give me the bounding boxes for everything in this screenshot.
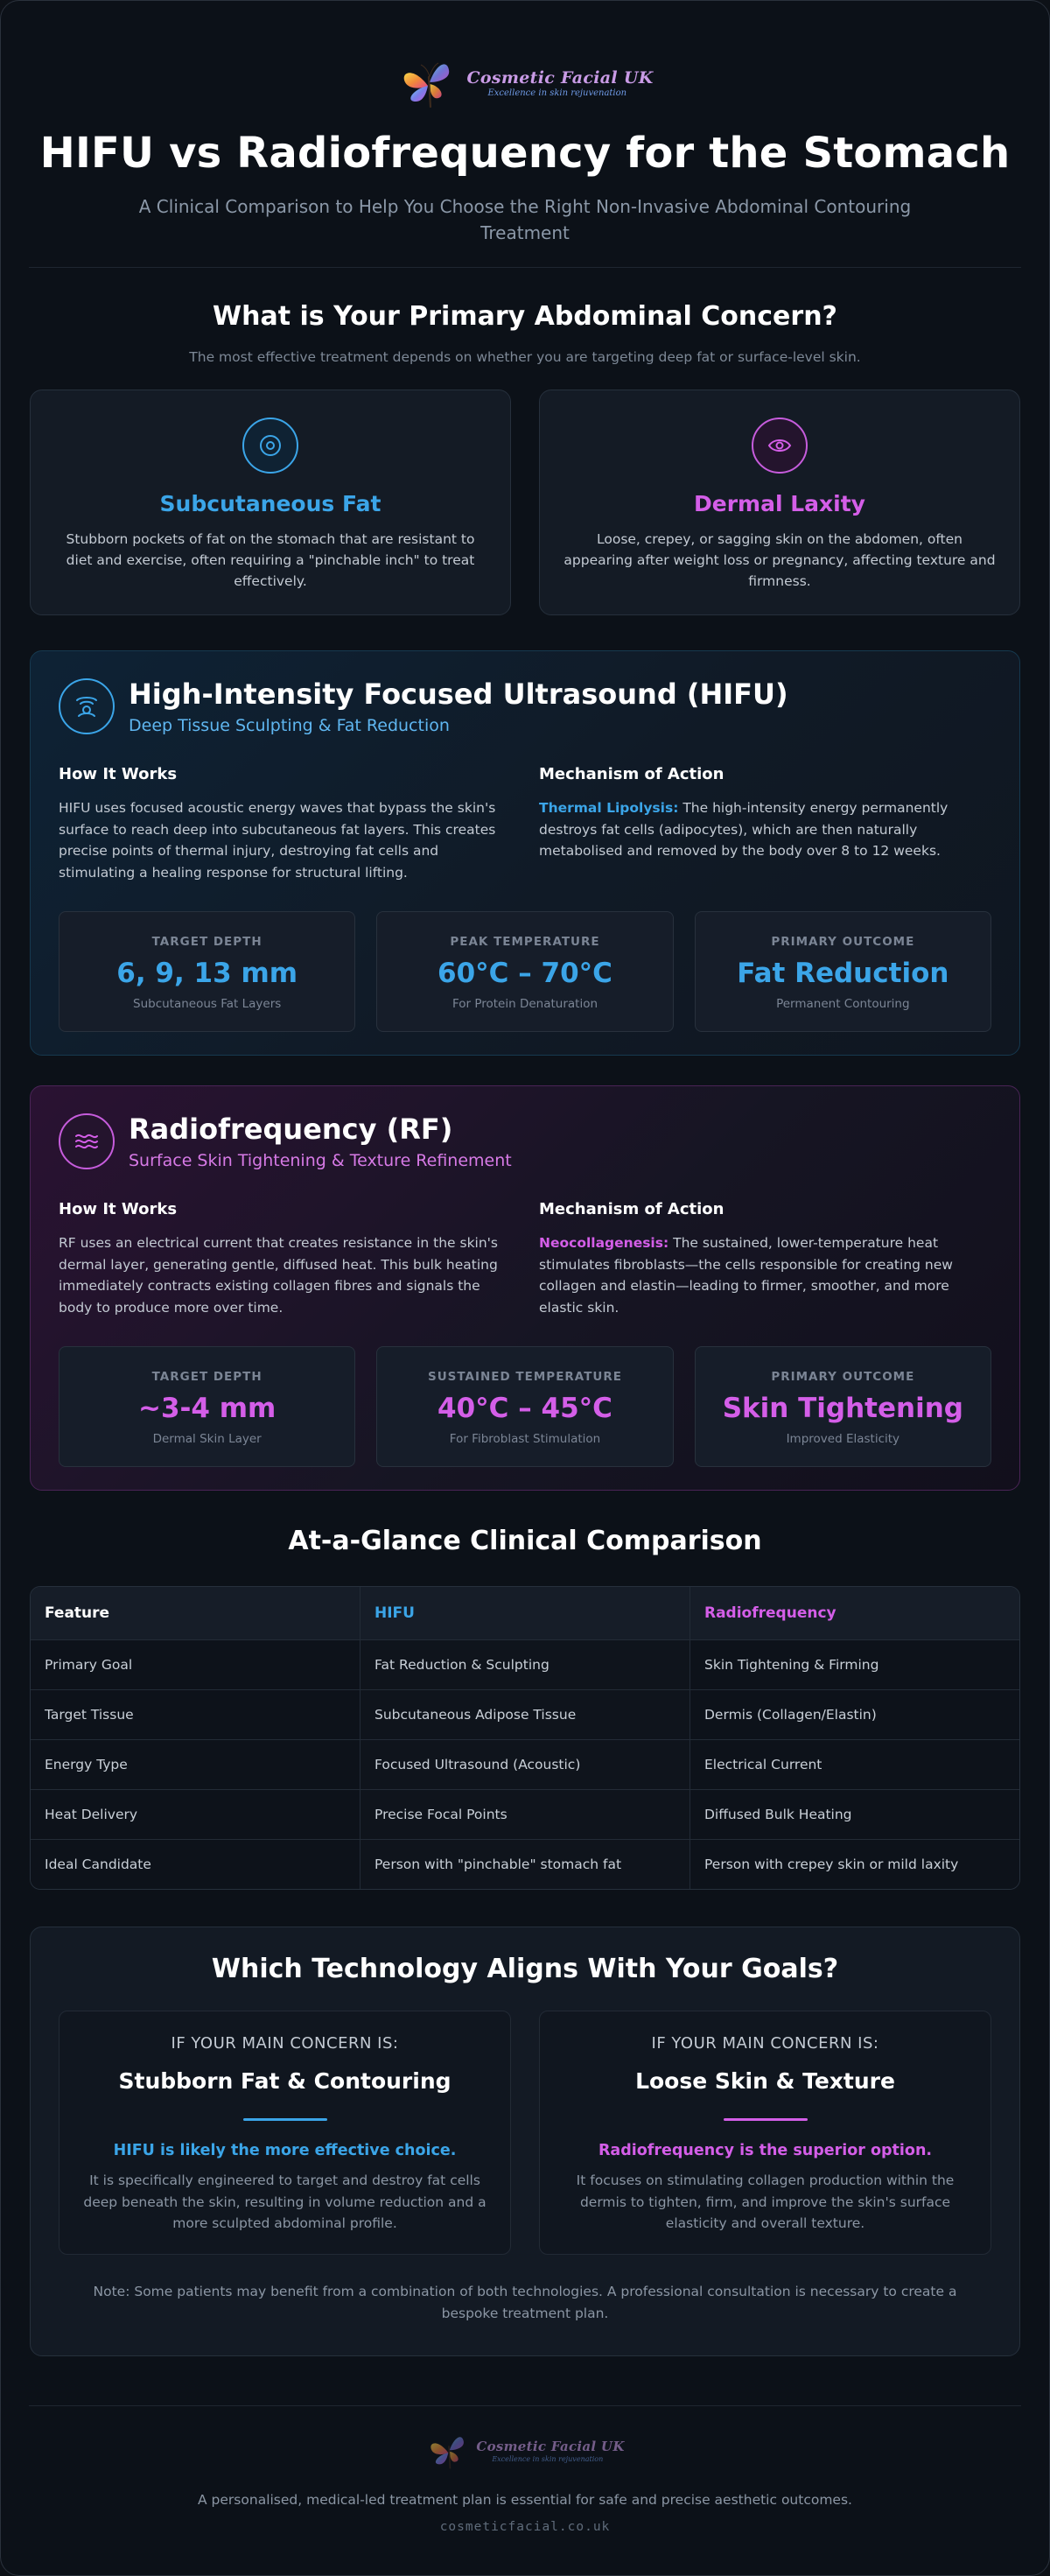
- page-title: HIFU vs Radiofrequency for the Stomach: [39, 129, 1011, 178]
- brand-logo[interactable]: [1, 50, 1049, 116]
- footer-divider: [29, 2405, 1021, 2406]
- rf-title: Radiofrequency (RF): [129, 1113, 453, 1146]
- rf-mech-title: Mechanism of Action: [539, 1200, 724, 1218]
- stat-label: TARGET DEPTH: [151, 1370, 262, 1384]
- accent-divider: [243, 2118, 327, 2121]
- stat-value: ~3-4 mm: [137, 1393, 276, 1424]
- table-row: [31, 1839, 1019, 1889]
- rf-how-text: RF uses an electrical current that creates resistance in the skin's dermal layer, generating gentle, diffused heat. This bulk heating immediately contracts existing collagen fibres and signals the body to produce more over time.: [59, 1235, 499, 1316]
- goal-if-label: IF YOUR MAIN CONCERN IS:: [171, 2034, 399, 2053]
- table-cell: Person with crepey skin or mild laxity: [690, 1840, 1019, 1889]
- goal-description: It focuses on stimulating collagen production within the dermis to tighten, firm, and improve the skin's surface elasticity and overall texture.: [576, 2172, 955, 2231]
- radio-waves-icon: [59, 1113, 115, 1169]
- table-cell: Precise Focal Points: [360, 1790, 690, 1839]
- accent-divider: [724, 2118, 808, 2121]
- hifu-panel: [30, 650, 1020, 1056]
- stat-value: 6, 9, 13 mm: [116, 958, 298, 989]
- stat-card: [59, 911, 355, 1032]
- stat-label: PRIMARY OUTCOME: [771, 935, 915, 949]
- concern-section-subtitle: The most effective treatment depends on whether you are targeting deep fat or surface-level skin.: [189, 349, 861, 365]
- eye-icon: [752, 418, 808, 474]
- goal-concern: Loose Skin & Texture: [635, 2068, 895, 2094]
- table-cell: Skin Tightening & Firming: [690, 1640, 1019, 1689]
- table-row: [31, 1739, 1019, 1789]
- concern-card-title: Subcutaneous Fat: [159, 491, 382, 516]
- table-cell: Dermis (Collagen/Elastin): [690, 1690, 1019, 1739]
- table-row: [31, 1639, 1019, 1689]
- goals-section: [30, 1927, 1020, 2356]
- stat-note: Permanent Contouring: [776, 997, 910, 1011]
- table-header-row: [31, 1587, 1019, 1639]
- table-cell: Energy Type: [31, 1740, 360, 1789]
- table-cell: Focused Ultrasound (Acoustic): [360, 1740, 690, 1789]
- hifu-stats: [59, 911, 991, 1032]
- goal-description: It is specifically engineered to target and destroy fat cells deep beneath the skin, resulting in volume reduction and a more sculpted abdominal profile.: [83, 2172, 486, 2231]
- goal-card-rf: [539, 2011, 991, 2255]
- stat-card: [695, 911, 991, 1032]
- table-header-cell: Feature: [45, 1604, 110, 1622]
- goals-title: Which Technology Aligns With Your Goals?: [211, 1954, 839, 1984]
- rf-panel: [30, 1085, 1020, 1491]
- goal-verdict: HIFU is likely the more effective choice.: [113, 2142, 457, 2159]
- footer-logo[interactable]: [1, 2427, 1049, 2474]
- table-header-cell: Radiofrequency: [690, 1587, 1019, 1639]
- concern-card-fat[interactable]: [30, 390, 511, 615]
- rf-stats: [59, 1346, 991, 1467]
- footer-url-link[interactable]: cosmeticfacial.co.uk: [439, 2520, 611, 2534]
- goal-verdict: Radiofrequency is the superior option.: [598, 2142, 933, 2159]
- stat-card: [59, 1346, 355, 1467]
- table-cell: Person with "pinchable" stomach fat: [360, 1840, 690, 1889]
- stat-label: PEAK TEMPERATURE: [450, 935, 600, 949]
- hifu-title: High-Intensity Focused Ultrasound (HIFU): [129, 677, 788, 711]
- page-subtitle: A Clinical Comparison to Help You Choose the Right Non-Invasive Abdominal Contouring Treatment: [138, 196, 912, 243]
- table-cell: Primary Goal: [31, 1640, 360, 1689]
- goal-concern: Stubborn Fat & Contouring: [118, 2068, 452, 2094]
- table-cell: Electrical Current: [690, 1740, 1019, 1789]
- consultation-note: Note: Some patients may benefit from a combination of both technologies. A professional consultation is necessary to create a bespoke treatment plan.: [93, 2284, 957, 2321]
- hifu-mech-text: Thermal Lipolysis: The high-intensity energy permanently destroys fat cells (adipocytes), which are then naturally metabolised and removed by the body over 8 to 12 weeks.: [539, 800, 948, 859]
- stat-label: TARGET DEPTH: [151, 935, 262, 949]
- comparison-title: At-a-Glance Clinical Comparison: [288, 1526, 762, 1556]
- rf-details: [59, 1200, 991, 1318]
- hifu-header: [59, 677, 991, 735]
- stat-card: [695, 1346, 991, 1467]
- goal-card-hifu: [59, 2011, 511, 2255]
- hifu-subtitle: Deep Tissue Sculpting & Fat Reduction: [129, 716, 450, 735]
- stat-note: Subcutaneous Fat Layers: [133, 997, 282, 1011]
- table-cell: Heat Delivery: [31, 1790, 360, 1839]
- rf-mech-lead: Neocollagenesis:: [539, 1235, 669, 1251]
- rf-mech-text: Neocollagenesis: The sustained, lower-temperature heat stimulates fibroblasts—the cells responsible for creating new collagen and elastin—leading to firmer, smoother, and more elastic skin.: [539, 1235, 953, 1316]
- stat-value: 40°C – 45°C: [438, 1393, 612, 1424]
- stat-value: Fat Reduction: [737, 958, 949, 989]
- concern-cards: [30, 390, 1020, 615]
- stat-card: [376, 911, 673, 1032]
- brand-name: Cosmetic Facial UK: [466, 68, 654, 88]
- goal-cards: [59, 2011, 991, 2255]
- goal-if-label: IF YOUR MAIN CONCERN IS:: [651, 2034, 879, 2053]
- stat-label: PRIMARY OUTCOME: [771, 1370, 915, 1384]
- butterfly-logo-icon: [396, 51, 461, 116]
- stat-value: Skin Tightening: [722, 1393, 963, 1424]
- stat-note: For Protein Denaturation: [452, 997, 598, 1011]
- table-row: [31, 1689, 1019, 1739]
- table-header-cell: HIFU: [360, 1587, 690, 1639]
- table-cell: Ideal Candidate: [31, 1840, 360, 1889]
- comparison-table: [30, 1586, 1020, 1890]
- hifu-how-text: HIFU uses focused acoustic energy waves that bypass the skin's surface to reach deep into subcutaneous fat layers. This creates precise points of thermal injury, destroying fat cells and stimulating a healing response for structural lifting.: [59, 800, 496, 881]
- butterfly-logo-icon: [425, 2427, 472, 2474]
- concern-section-title: What is Your Primary Abdominal Concern?: [213, 301, 837, 332]
- concern-card-laxity[interactable]: [539, 390, 1020, 615]
- stat-label: SUSTAINED TEMPERATURE: [427, 1370, 622, 1384]
- stat-note: Dermal Skin Layer: [152, 1432, 262, 1446]
- brand-tagline: Excellence in skin rejuvenation: [487, 88, 627, 98]
- hifu-mech-title: Mechanism of Action: [539, 765, 724, 783]
- stat-note: For Fibroblast Stimulation: [449, 1432, 601, 1446]
- table-row: [31, 1789, 1019, 1839]
- hifu-mech-lead: Thermal Lipolysis:: [539, 800, 679, 816]
- concern-card-title: Dermal Laxity: [694, 491, 865, 516]
- table-cell: Diffused Bulk Heating: [690, 1790, 1019, 1839]
- brand-tagline: Excellence in skin rejuvenation: [492, 2455, 604, 2463]
- stat-card: [376, 1346, 673, 1467]
- rf-subtitle: Surface Skin Tightening & Texture Refinement: [129, 1151, 512, 1170]
- table-cell: Subcutaneous Adipose Tissue: [360, 1690, 690, 1739]
- stat-value: 60°C – 70°C: [438, 958, 612, 989]
- footer-text: A personalised, medical-led treatment plan is essential for safe and precise aesthetic outcomes.: [198, 2492, 852, 2508]
- hifu-details: [59, 765, 991, 883]
- target-icon: [242, 418, 298, 474]
- divider: [29, 267, 1021, 268]
- rf-header: [59, 1113, 991, 1170]
- rf-how-title: How It Works: [59, 1200, 178, 1218]
- ultrasound-waves-icon: [59, 678, 115, 734]
- concern-card-text: Loose, crepey, or sagging skin on the abdomen, often appearing after weight loss or pregnancy, affecting texture and firmness.: [564, 531, 996, 589]
- stat-note: Improved Elasticity: [786, 1432, 900, 1446]
- concern-card-text: Stubborn pockets of fat on the stomach that are resistant to diet and exercise, often requiring a "pinchable inch" to treat effectively.: [66, 531, 475, 589]
- hifu-how-title: How It Works: [59, 765, 178, 783]
- table-cell: Target Tissue: [31, 1690, 360, 1739]
- table-cell: Fat Reduction & Sculpting: [360, 1640, 690, 1689]
- brand-name: Cosmetic Facial UK: [476, 2439, 625, 2454]
